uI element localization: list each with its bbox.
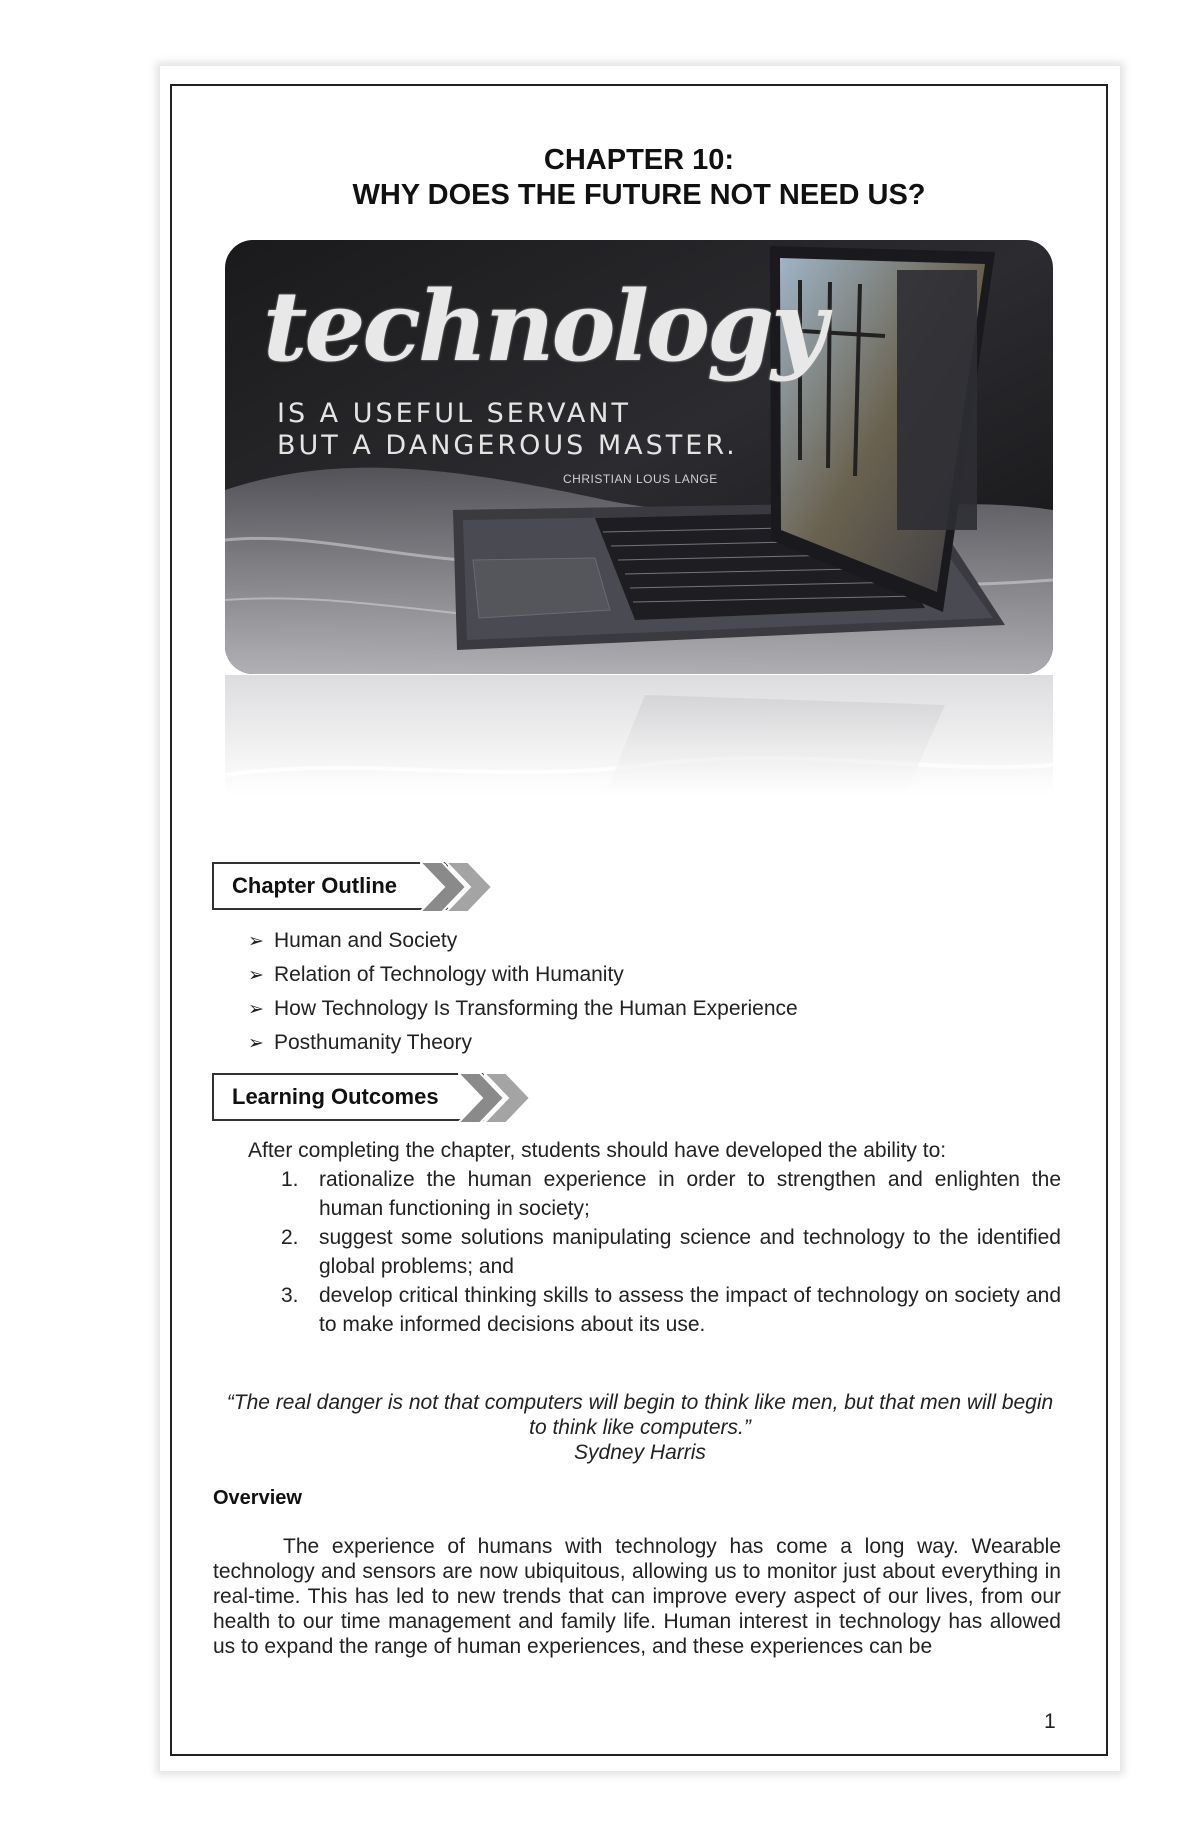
list-item: 1. rationalize the human experience in order to strengthen and enlighten the human functioning in society; — [281, 1168, 1061, 1220]
list-item: ➢ Relation of Technology with Humanity — [248, 958, 798, 992]
quote-block — [220, 1390, 1060, 1465]
chapter-outline-heading: Chapter Outline — [212, 862, 448, 910]
learning-outcomes-intro: After completing the chapter, students should have developed the ability to: — [248, 1139, 947, 1162]
hero-overlay-text — [225, 240, 1053, 674]
hero-reflection — [225, 675, 1053, 795]
chapter-outline-list — [248, 924, 798, 1060]
hero-line-1: IS A USEFUL SERVANT — [277, 398, 631, 429]
chevron-arrows-icon — [420, 862, 510, 912]
list-item: 3. develop critical thinking skills to assess the impact of technology on society and to make informed decisions about its use. — [281, 1284, 1061, 1336]
overview-paragraph: The experience of humans with technology has come a long way. Wearable technology and sensors are now ubiquitous, allowing us to monitor just about everything in real-time. This has led to new trends that can improve every aspect of our lives, from our health to our time management and family life. Human interest in technology has allowed us to expand the range of human experiences, and these experiences can be — [213, 1535, 1061, 1658]
arrow-bullet-icon: ➢ — [248, 1033, 264, 1054]
hero-script-word: technology — [263, 270, 824, 383]
chevron-arrows-icon — [458, 1073, 548, 1123]
quote-author: Sydney Harris — [574, 1441, 706, 1464]
list-item: ➢ How Technology Is Transforming the Human Experience — [248, 992, 798, 1026]
learning-outcomes-list — [281, 1165, 1061, 1339]
page-number: 1 — [1044, 1710, 1056, 1733]
quote-text: “The real danger is not that computers will begin to think like men, but that men will begin to think like computers.” — [226, 1391, 1054, 1439]
list-item: ➢ Human and Society — [248, 924, 798, 958]
overview-heading: Overview — [213, 1487, 302, 1509]
chapter-title: WHY DOES THE FUTURE NOT NEED US? — [352, 179, 926, 211]
arrow-bullet-icon: ➢ — [248, 965, 264, 986]
hero-line-2: BUT A DANGEROUS MASTER. — [277, 430, 738, 461]
hero-image — [225, 240, 1053, 674]
list-item: ➢ Posthumanity Theory — [248, 1026, 798, 1060]
learning-outcomes-heading: Learning Outcomes — [212, 1073, 484, 1121]
list-item: 2. suggest some solutions manipulating science and technology to the identified global problems; and — [281, 1226, 1061, 1278]
arrow-bullet-icon: ➢ — [248, 999, 264, 1020]
arrow-bullet-icon: ➢ — [248, 931, 264, 952]
chapter-number-title: CHAPTER 10: — [543, 144, 735, 176]
hero-author: CHRISTIAN LOUS LANGE — [563, 472, 718, 486]
